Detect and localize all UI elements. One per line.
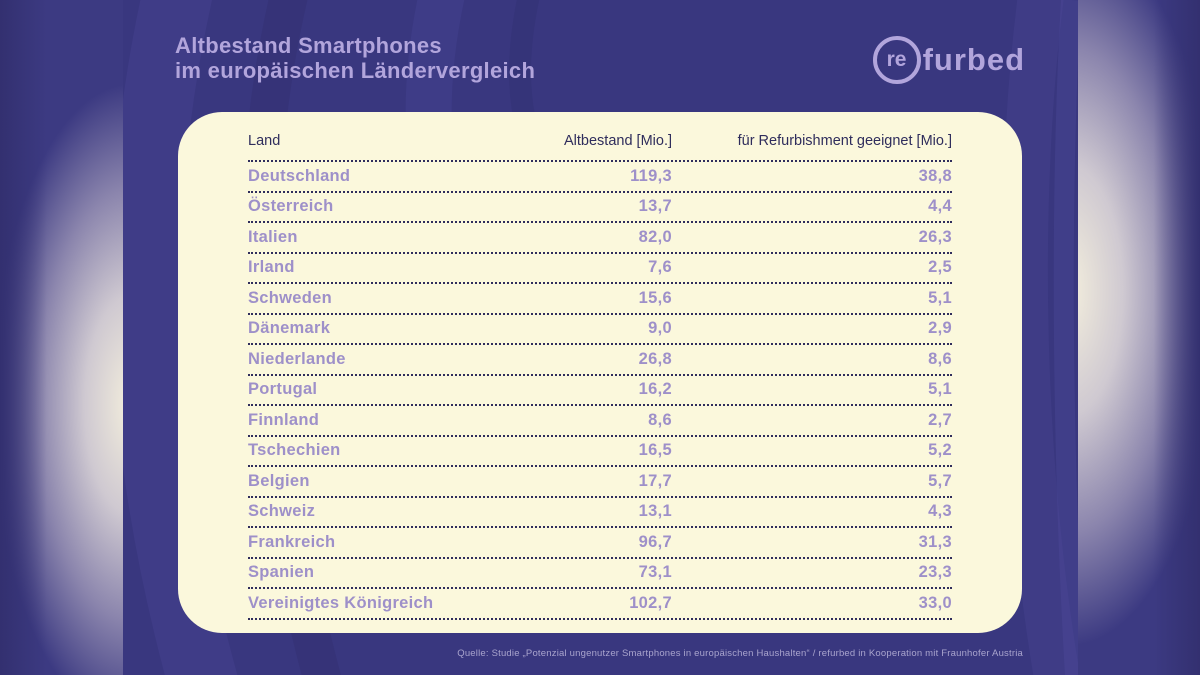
logo-wordmark: furbed [922, 42, 1025, 77]
refurbishment-value: 4,3 [928, 502, 952, 521]
altbestand-value: 9,0 [648, 319, 672, 338]
blurred-edge-right [1078, 0, 1200, 675]
country-name: Irland [248, 258, 295, 277]
header-land: Land [248, 133, 281, 149]
refurbishment-value: 5,7 [928, 471, 952, 490]
source-note: Quelle: Studie „Potenzial ungenutzer Smartphones in europäischen Haushalten“ / refurbed in Kooperation mit Fraunhofer Austria [457, 648, 1023, 659]
altbestand-value: 16,5 [638, 441, 672, 460]
refurbishment-value: 5,1 [928, 288, 952, 307]
table-row [248, 467, 952, 498]
country-name: Niederlande [248, 349, 346, 368]
country-name: Italien [248, 227, 298, 246]
altbestand-value: 7,6 [648, 258, 672, 277]
refurbishment-value: 26,3 [918, 227, 952, 246]
table-row [248, 284, 952, 315]
table-row [248, 437, 952, 468]
country-name: Belgien [248, 471, 310, 490]
data-card [178, 112, 1022, 633]
altbestand-value: 17,7 [638, 471, 672, 490]
table-row [248, 193, 952, 224]
title-line-1: Altbestand Smartphones [175, 33, 442, 58]
country-name: Tschechien [248, 441, 341, 460]
altbestand-value: 16,2 [638, 380, 672, 399]
country-name: Schweden [248, 288, 333, 307]
table-body [248, 162, 952, 620]
country-name: Finnland [248, 410, 320, 429]
table-row [248, 559, 952, 590]
title-line-2: im europäischen Ländervergleich [175, 57, 536, 83]
refurbishment-value: 2,9 [928, 319, 952, 338]
country-name: Frankreich [248, 532, 336, 551]
poster [123, 0, 1078, 675]
country-name: Portugal [248, 380, 318, 399]
altbestand-value: 13,7 [638, 197, 672, 216]
table-row [248, 589, 952, 620]
refurbishment-value: 5,1 [928, 380, 952, 399]
table-row [248, 345, 952, 376]
refurbishment-value: 31,3 [918, 532, 952, 551]
refurbishment-value: 2,5 [928, 258, 952, 277]
altbestand-value: 15,6 [638, 288, 672, 307]
altbestand-value: 13,1 [638, 502, 672, 521]
table-row [248, 498, 952, 529]
refurbishment-value: 8,6 [928, 349, 952, 368]
table-row [248, 254, 952, 285]
table-header-row [248, 122, 952, 162]
header-refurbishment: für Refurbishment geeignet [Mio.] [737, 133, 952, 149]
country-name: Spanien [248, 563, 315, 582]
refurbishment-value: 33,0 [918, 593, 952, 612]
country-name: Deutschland [248, 166, 351, 185]
refurbishment-value: 23,3 [918, 563, 952, 582]
altbestand-value: 102,7 [629, 593, 672, 612]
logo-re-circle: re [873, 36, 921, 84]
refurbishment-value: 38,8 [918, 166, 952, 185]
refurbishment-value: 2,7 [928, 410, 952, 429]
altbestand-value: 96,7 [638, 532, 672, 551]
table-row [248, 315, 952, 346]
refurbishment-value: 4,4 [928, 197, 952, 216]
table-row [248, 223, 952, 254]
refurbed-logo [873, 36, 1025, 84]
altbestand-value: 119,3 [630, 166, 672, 185]
blurred-edge-left [0, 0, 123, 675]
altbestand-value: 73,1 [638, 563, 672, 582]
table-row [248, 376, 952, 407]
country-name: Schweiz [248, 502, 316, 521]
refurbishment-value: 5,2 [928, 441, 952, 460]
poster-title [175, 34, 535, 83]
altbestand-value: 8,6 [648, 410, 672, 429]
country-name: Österreich [248, 197, 334, 216]
table-row [248, 162, 952, 193]
table-row [248, 406, 952, 437]
altbestand-value: 82,0 [638, 227, 672, 246]
table-row [248, 528, 952, 559]
country-name: Vereinigtes Königreich [248, 593, 434, 612]
header-altbestand: Altbestand [Mio.] [564, 133, 672, 149]
country-name: Dänemark [248, 319, 331, 338]
altbestand-value: 26,8 [638, 349, 672, 368]
